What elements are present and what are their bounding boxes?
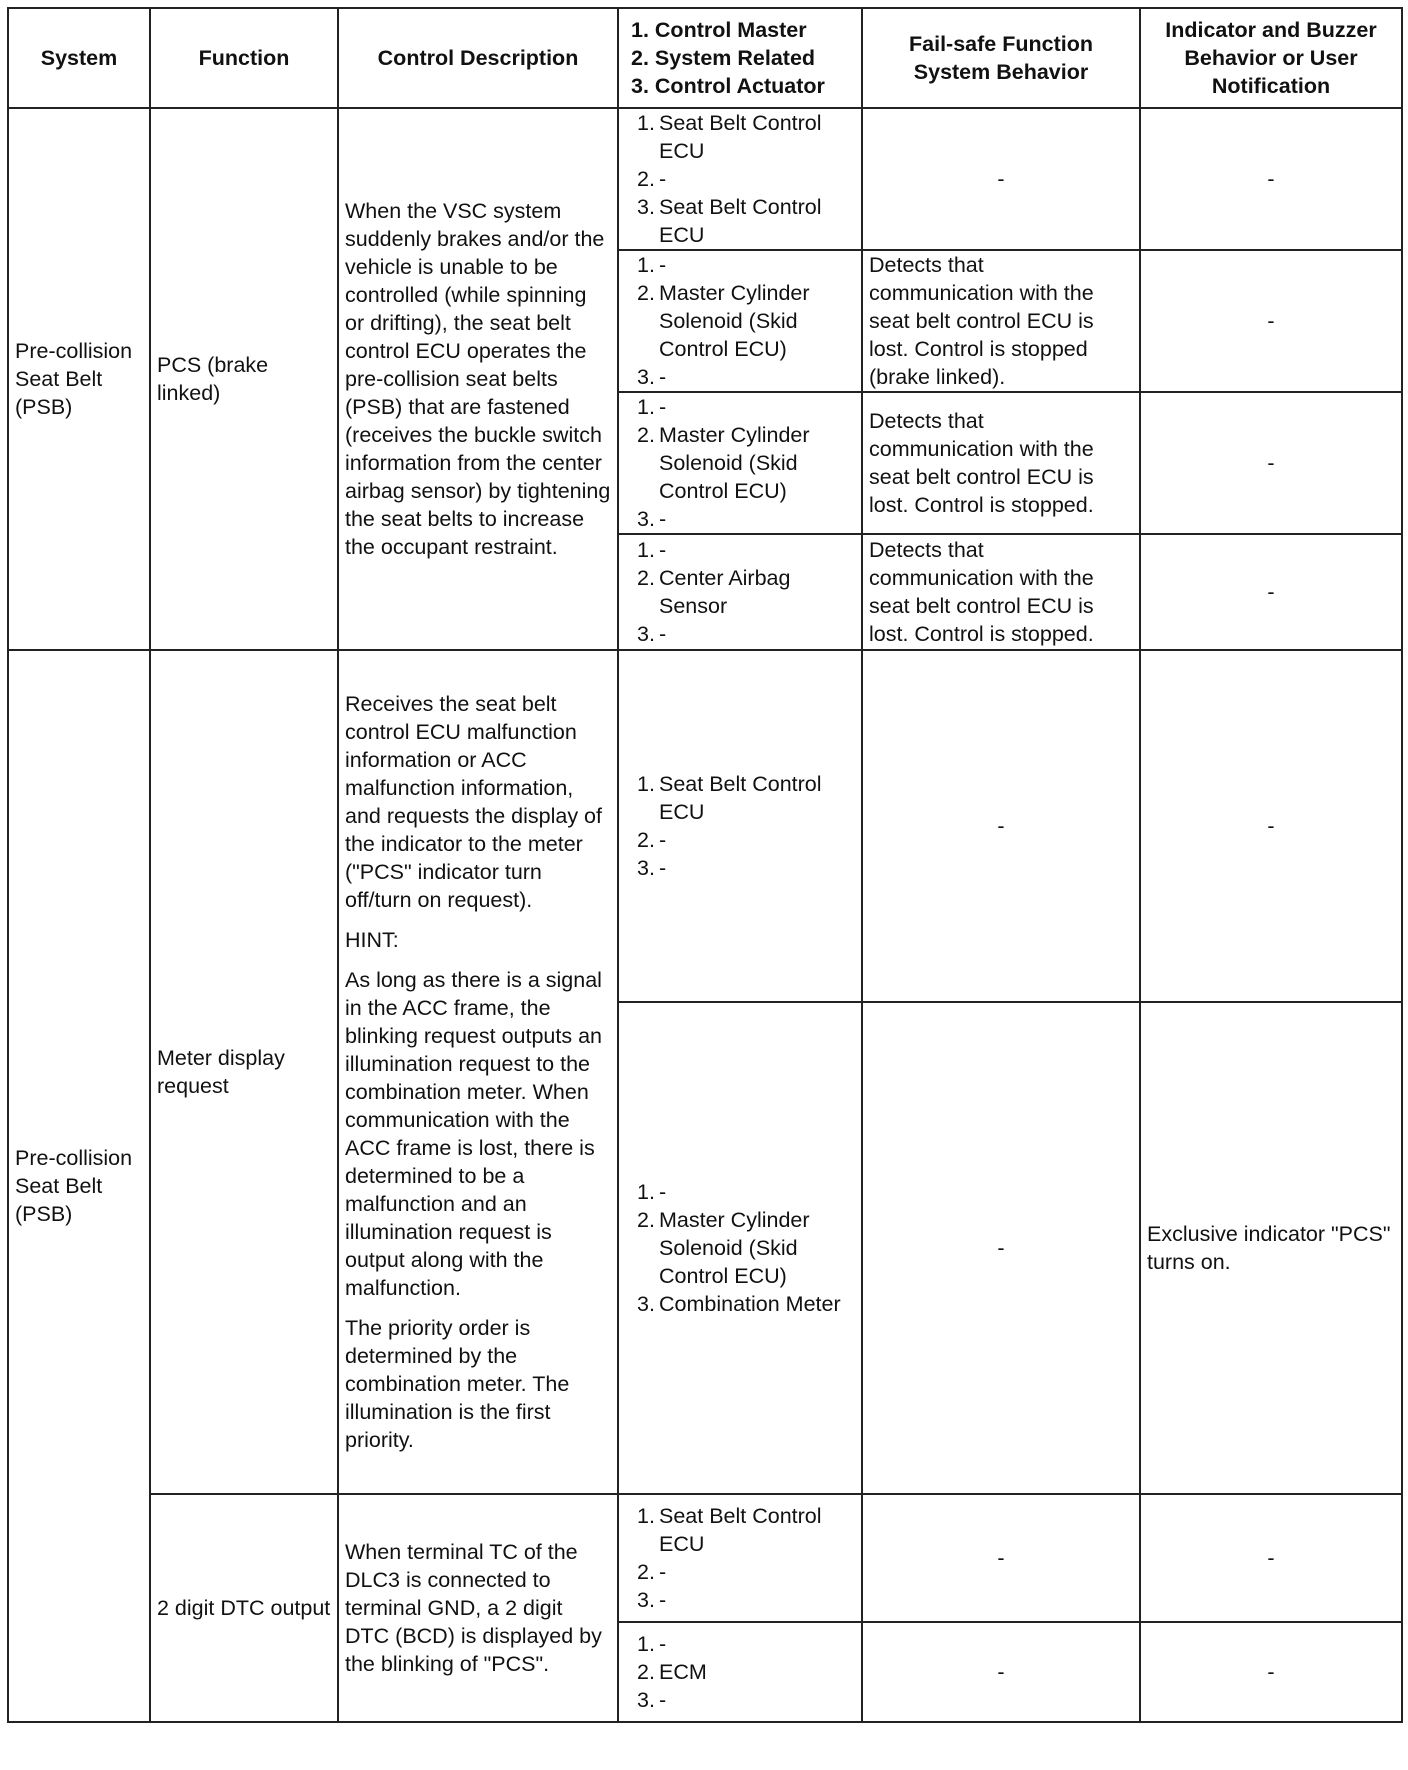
indicator-cell: -: [1140, 108, 1402, 250]
list-item: [625, 564, 855, 620]
header-control-master-line: 1. Control Master: [631, 18, 807, 42]
list-text: Combination Meter: [659, 1292, 841, 1316]
list-number: 3.: [637, 856, 655, 880]
failsafe-cell: -: [862, 108, 1140, 250]
list-item: [625, 279, 855, 363]
list-item: [625, 1686, 855, 1714]
list-item: [625, 393, 855, 421]
list-text: -: [659, 167, 667, 191]
list-text: -: [659, 538, 667, 562]
list-number: 1.: [637, 111, 655, 135]
list-item: [625, 363, 855, 391]
description-cell: [338, 108, 618, 650]
function-cell: PCS (brake linked): [150, 108, 338, 650]
spec-table: [7, 7, 1403, 1723]
list-text: -: [659, 507, 667, 531]
list-text: Seat Belt Control ECU: [659, 772, 822, 824]
header-indicator: Indicator and Buzzer Behavior or User Notification: [1140, 8, 1402, 108]
control-cell: [618, 392, 862, 534]
list-text: -: [659, 1688, 667, 1712]
list-item: [625, 1206, 855, 1290]
indicator-cell: -: [1140, 1494, 1402, 1622]
list-item: [625, 1658, 855, 1686]
table-row: [8, 1494, 1402, 1622]
list-item: [625, 1290, 855, 1318]
control-list: [625, 393, 855, 533]
list-item: [625, 109, 855, 165]
list-text: Center Airbag Sensor: [659, 566, 791, 618]
list-number: 3.: [637, 1688, 655, 1712]
list-number: 2.: [637, 167, 655, 191]
control-cell: [618, 534, 862, 650]
list-number: 3.: [637, 365, 655, 389]
header-control-description: Control Description: [338, 8, 618, 108]
description-paragraph: As long as there is a signal in the ACC frame, the blinking request outputs an illumination request to the combination meter. When communication with the ACC frame is lost, there is determined to be a malfunction and an illumination request is output along with the malfunction.: [345, 968, 602, 1300]
list-number: 1.: [637, 395, 655, 419]
header-control-master: [618, 8, 862, 108]
list-number: 3.: [637, 1292, 655, 1316]
failsafe-cell: Detects that communication with the seat belt control ECU is lost. Control is stopped.: [862, 534, 1140, 650]
list-item: [625, 1178, 855, 1206]
list-item: [625, 536, 855, 564]
list-item: [625, 826, 855, 854]
list-number: 2.: [637, 828, 655, 852]
control-list: [625, 1502, 855, 1614]
control-cell: [618, 108, 862, 250]
list-text: Master Cylinder Solenoid (Skid Control ECU): [659, 423, 810, 503]
description-cell: [338, 650, 618, 1494]
control-cell: [618, 1494, 862, 1622]
list-text: -: [659, 395, 667, 419]
description-paragraph: When terminal TC of the DLC3 is connected to terminal GND, a 2 digit DTC (BCD) is displayed by the blinking of "PCS".: [345, 1540, 602, 1676]
list-text: -: [659, 828, 667, 852]
list-item: [625, 165, 855, 193]
list-number: 3.: [637, 507, 655, 531]
list-number: 1.: [637, 1504, 655, 1528]
header-failsafe: Fail-safe Function System Behavior: [862, 8, 1140, 108]
list-text: -: [659, 1632, 667, 1656]
list-text: -: [659, 1560, 667, 1584]
header-control-actuator-line: 3. Control Actuator: [631, 74, 825, 98]
control-list: [625, 536, 855, 648]
list-number: 1.: [637, 253, 655, 277]
control-list: [625, 1178, 855, 1318]
indicator-cell: -: [1140, 392, 1402, 534]
failsafe-cell: -: [862, 1622, 1140, 1722]
failsafe-cell: -: [862, 650, 1140, 1002]
list-item: [625, 1630, 855, 1658]
list-item: [625, 620, 855, 648]
control-cell: [618, 1622, 862, 1722]
indicator-cell: -: [1140, 534, 1402, 650]
function-cell: Meter display request: [150, 650, 338, 1494]
indicator-cell: Exclusive indicator "PCS" turns on.: [1140, 1002, 1402, 1494]
header-system: System: [8, 8, 150, 108]
failsafe-cell: Detects that communication with the seat belt control ECU is lost. Control is stopped.: [862, 392, 1140, 534]
list-number: 2.: [637, 423, 655, 447]
control-cell: [618, 250, 862, 392]
list-number: 1.: [637, 772, 655, 796]
failsafe-cell: -: [862, 1002, 1140, 1494]
list-item: [625, 505, 855, 533]
indicator-cell: -: [1140, 650, 1402, 1002]
list-item: [625, 251, 855, 279]
list-text: Seat Belt Control ECU: [659, 111, 822, 163]
list-item: [625, 1586, 855, 1614]
list-item: [625, 193, 855, 249]
list-item: [625, 421, 855, 505]
list-item: [625, 1502, 855, 1558]
list-number: 3.: [637, 622, 655, 646]
list-number: 3.: [637, 1588, 655, 1612]
list-number: 3.: [637, 195, 655, 219]
list-item: [625, 1558, 855, 1586]
list-text: -: [659, 1588, 667, 1612]
list-text: -: [659, 1180, 667, 1204]
control-list: [625, 1630, 855, 1714]
control-cell: [618, 650, 862, 1002]
control-list: [625, 251, 855, 391]
list-item: [625, 854, 855, 882]
failsafe-cell: Detects that communication with the seat belt control ECU is lost. Control is stopped (brake linked).: [862, 250, 1140, 392]
list-text: -: [659, 622, 667, 646]
description-paragraph: When the VSC system suddenly brakes and/or the vehicle is unable to be controlled (while spinning or drifting), the seat belt control ECU operates the pre-collision seat belts (PSB) that are fastened (receives the buckle switch information from the center airbag sensor) by tightening the seat belts to increase the occupant restraint.: [345, 199, 611, 559]
list-number: 2.: [637, 1660, 655, 1684]
list-number: 2.: [637, 566, 655, 590]
indicator-cell: -: [1140, 1622, 1402, 1722]
list-number: 1.: [637, 538, 655, 562]
list-number: 1.: [637, 1180, 655, 1204]
list-item: [625, 770, 855, 826]
header-system-related-line: 2. System Related: [631, 46, 816, 70]
system-cell: Pre-collision Seat Belt (PSB): [8, 108, 150, 650]
failsafe-cell: -: [862, 1494, 1140, 1622]
list-text: Master Cylinder Solenoid (Skid Control ECU): [659, 1208, 810, 1288]
list-number: 2.: [637, 1560, 655, 1584]
description-paragraph: The priority order is determined by the combination meter. The illumination is the first priority.: [345, 1316, 570, 1452]
indicator-cell: -: [1140, 250, 1402, 392]
list-text: ECM: [659, 1660, 707, 1684]
control-list: [625, 109, 855, 249]
header-function: Function: [150, 8, 338, 108]
list-text: Master Cylinder Solenoid (Skid Control ECU): [659, 281, 810, 361]
description-paragraph: Receives the seat belt control ECU malfunction information or ACC malfunction information, and requests the display of the indicator to the meter ("PCS" indicator turn off/turn on request).: [345, 692, 602, 912]
list-text: Seat Belt Control ECU: [659, 195, 822, 247]
function-cell: 2 digit DTC output: [150, 1494, 338, 1722]
list-number: 2.: [637, 281, 655, 305]
list-number: 2.: [637, 1208, 655, 1232]
control-list: [625, 770, 855, 882]
table-row: [8, 650, 1402, 1002]
list-text: -: [659, 253, 667, 277]
hint-label: HINT:: [345, 928, 399, 952]
list-number: 1.: [637, 1632, 655, 1656]
control-cell: [618, 1002, 862, 1494]
header-row: [8, 8, 1402, 108]
system-cell: Pre-collision Seat Belt (PSB): [8, 650, 150, 1722]
list-text: -: [659, 365, 667, 389]
table-row: [8, 108, 1402, 250]
list-text: -: [659, 856, 667, 880]
description-cell: [338, 1494, 618, 1722]
list-text: Seat Belt Control ECU: [659, 1504, 822, 1556]
